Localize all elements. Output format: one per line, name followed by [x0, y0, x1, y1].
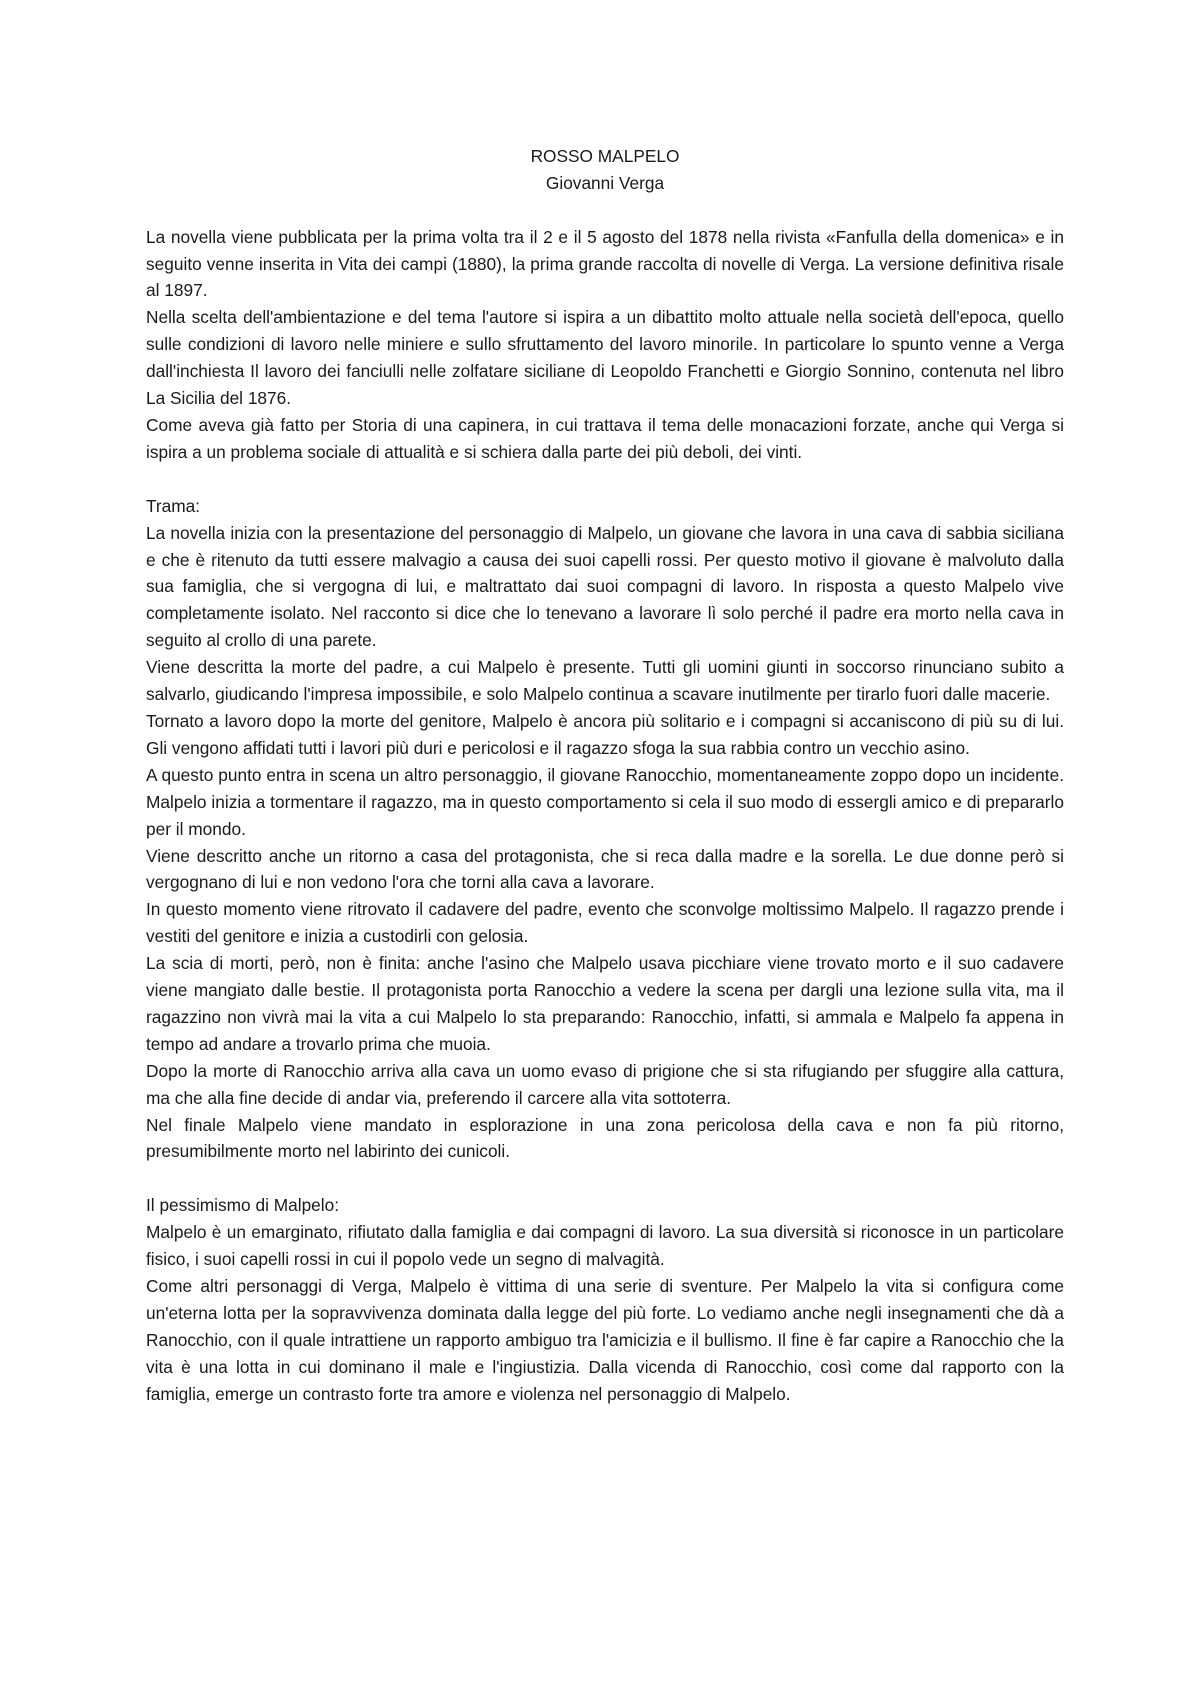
intro-section [146, 224, 1064, 466]
trama-paragraph: Viene descritta la morte del padre, a cui Malpelo è presente. Tutti gli uomini giunti in soccorso rinunciano subito a salvarlo, giudicando l'impresa impossibile, e solo Malpelo continua a scavare inutilmente per tirarlo fuori dalle macerie. [146, 657, 1064, 705]
spacer [146, 197, 1064, 224]
document-page [146, 143, 1064, 1408]
trama-paragraph: Tornato a lavoro dopo la morte del genitore, Malpelo è ancora più solitario e i compagni si accaniscono di più su di lui. Gli vengono affidati tutti i lavori più duri e pericolosi e il ragazzo sfoga la sua rabbia contro un vecchio asino. [146, 710, 1064, 758]
pessimismo-section [146, 1192, 1064, 1407]
document-title: ROSSO MALPELO [530, 146, 680, 166]
trama-paragraph: La scia di morti, però, non è finita: anche l'asino che Malpelo usava picchiare viene trovato morto e il suo cadavere viene mangiato dalle bestie. Il protagonista porta Ranocchio a vedere la scena per dargli una lezione sulla vita, ma il ragazzino non vivrà mai la vita a cui Malpelo lo sta preparando: Ranocchio, infatti, si ammala e Malpelo fa appena in tempo ad andare a trovarlo prima che muoia. [146, 953, 1064, 1054]
intro-paragraph: Nella scelta dell'ambientazione e del tema l'autore si ispira a un dibattito molto attuale nella società dell'epoca, quello sulle condizioni di lavoro nelle miniere e sullo sfruttamento del lavoro minorile. In particolare lo spunto venne a Verga dall'inchiesta Il lavoro dei fanciulli nelle zolfatare siciliane di Leopoldo Franchetti e Giorgio Sonnino, contenuta nel libro La Sicilia del 1876. [146, 307, 1064, 409]
section-heading-pessimismo: Il pessimismo di Malpelo: [146, 1195, 340, 1216]
trama-paragraph: Nel finale Malpelo viene mandato in esplorazione in una zona pericolosa della cava e non fa più ritorno, presumibilmente morto nel labirinto dei cunicoli. [146, 1114, 1064, 1162]
trama-paragraph: In questo momento viene ritrovato il cadavere del padre, evento che sconvolge moltissimo Malpelo. Il ragazzo prende i vestiti del genitore e inizia a custodirli con gelosia. [146, 899, 1064, 947]
spacer [146, 1165, 1064, 1192]
document-author: Giovanni Verga [545, 172, 665, 193]
trama-paragraph: Viene descritto anche un ritorno a casa del protagonista, che si reca dalla madre e la sorella. Le due donne però si vergognano di lui e non vedono l'ora che torni alla cava a lavorare. [146, 845, 1064, 893]
pessimismo-paragraph: Malpelo è un emarginato, rifiutato dalla famiglia e dai compagni di lavoro. La sua diversità si riconosce in un particolare fisico, i suoi capelli rossi in cui il popolo vede un segno di malvagità. [146, 1222, 1064, 1270]
trama-section [146, 493, 1064, 1166]
spacer [146, 466, 1064, 493]
intro-paragraph: La novella viene pubblicata per la prima volta tra il 2 e il 5 agosto del 1878 nella rivista «Fanfulla della domenica» e in seguito venne inserita in Vita dei campi (1880), la prima grande raccolta di novelle di Verga. La versione definitiva risale al 1897. [146, 226, 1064, 301]
document-header [146, 143, 1064, 197]
intro-paragraph: Come aveva già fatto per Storia di una capinera, in cui trattava il tema delle monacazioni forzate, anche qui Verga si ispira a un problema sociale di attualità e si schiera dalla parte dei più deboli, dei vinti. [146, 415, 1064, 462]
trama-paragraph: La novella inizia con la presentazione del personaggio di Malpelo, un giovane che lavora in una cava di sabbia siciliana e che è ritenuto da tutti essere malvagio a causa dei suoi capelli rossi. Per questo motivo il giovane è malvoluto dalla sua famiglia, che si vergogna di lui, e maltrattato dai suoi compagni di lavoro. In risposta a questo Malpelo vive completamente isolato. Nel racconto si dice che lo tenevano a lavorare lì solo perché il padre era morto nella cava in seguito al crollo di una parete. [146, 522, 1064, 651]
trama-paragraph: A questo punto entra in scena un altro personaggio, il giovane Ranocchio, momentaneamente zoppo dopo un incidente. Malpelo inizia a tormentare il ragazzo, ma in questo comportamento si cela il suo modo di essergli amico e di prepararlo per il mondo. [146, 764, 1064, 839]
trama-paragraph: Dopo la morte di Ranocchio arriva alla cava un uomo evaso di prigione che si sta rifugiando per sfuggire alla cattura, ma che alla fine decide di andar via, preferendo il carcere alla vita sottoterra. [146, 1060, 1064, 1108]
pessimismo-paragraph: Come altri personaggi di Verga, Malpelo è vittima di una serie di sventure. Per Malpelo la vita si configura come un'eterna lotta per la sopravvivenza dominata dalla legge del più forte. Lo vediamo anche negli insegnamenti che dà a Ranocchio, con il quale intrattiene un rapporto ambiguo tra l'amicizia e il bullismo. Il fine è far capire a Ranocchio che la vita è una lotta in cui dominano il male e l'ingiustizia. Dalla vicenda di Ranocchio, così come dal rapporto con la famiglia, emerge un contrasto forte tra amore e violenza nel personaggio di Malpelo. [146, 1275, 1064, 1404]
section-heading-trama: Trama: [146, 495, 201, 516]
